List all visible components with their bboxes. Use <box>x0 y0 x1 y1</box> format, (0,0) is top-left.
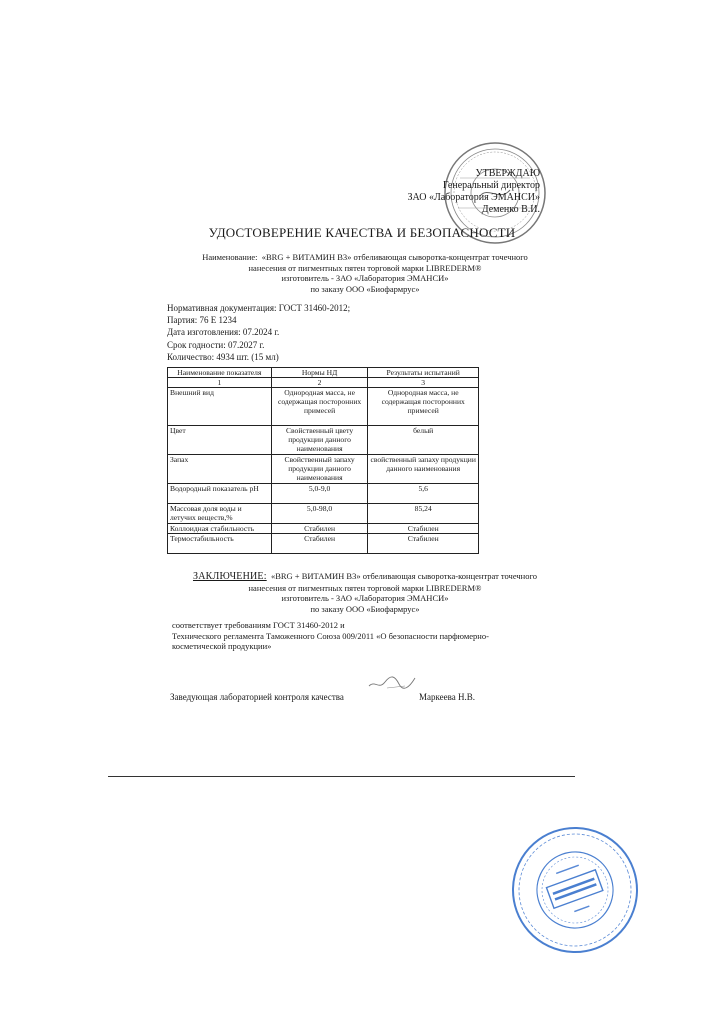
table-row <box>168 534 479 554</box>
table-row <box>168 388 479 426</box>
norm-value: Свойственный цвету продукции данного наименования <box>271 426 368 455</box>
signatory-role: Заведующая лабораторией контроля качества <box>170 692 344 702</box>
indicator-name: Термостабильность <box>168 534 272 554</box>
indicator-name: Массовая доля воды и летучих веществ,% <box>168 504 272 524</box>
result-value: Стабилен <box>368 524 479 534</box>
param-normative: Нормативная документация: ГОСТ 31460-2012; <box>167 303 351 313</box>
param-batch: Партия: 76 Е 1234 <box>167 315 237 326</box>
table-row <box>168 484 479 504</box>
table-header: Результаты испытаний <box>368 368 479 378</box>
table-row <box>168 455 479 484</box>
indicator-name: Водородный показатель pH <box>168 484 272 504</box>
conclusion-line3: изготовитель - ЗАО «Лаборатория ЭМАНСИ» <box>281 593 449 603</box>
product-naming <box>150 252 580 294</box>
norm-value: Однородная масса, не содержащая посторонних примесей <box>271 388 368 426</box>
approval-line2: Генеральный директор <box>442 180 540 191</box>
product-line3: изготовитель - ЗАО «Лаборатория ЭМАНСИ» <box>281 273 449 283</box>
test-results-table <box>167 367 479 554</box>
table-header: Наименование показателя <box>168 368 272 378</box>
product-line4: по заказу ООО «Биофармрус» <box>310 283 420 294</box>
norm-value: Свойственный запаху продукции данного наименования <box>271 455 368 484</box>
result-value: Однородная масса, не содержащая посторонних примесей <box>368 388 479 426</box>
table-header: Нормы НД <box>271 368 368 378</box>
indicator-name: Цвет <box>168 426 272 455</box>
table-header-row <box>168 368 479 378</box>
norm-value: Стабилен <box>271 524 368 534</box>
table-row <box>168 426 479 455</box>
conclusion-block <box>150 571 580 614</box>
column-number: 1 <box>168 378 272 388</box>
conclusion-line4: по заказу ООО «Биофармрус» <box>310 603 420 614</box>
batch-parameters <box>167 302 350 363</box>
conclusion-label: ЗАКЛЮЧЕНИЕ: <box>192 571 267 582</box>
document-title: УДОСТОВЕРЕНИЕ КАЧЕСТВА И БЕЗОПАСНОСТИ <box>208 225 516 240</box>
compliance-statement <box>172 620 552 652</box>
compliance-line2: Технического регламента Таможенного Союза 009/2011 «О безопасности парфюмерно- <box>172 630 489 641</box>
result-value: 5,6 <box>368 484 479 504</box>
conclusion-line1: «BRG + ВИТАМИН В3» отбеливающая сыворотка-концентрат точечного <box>270 571 537 581</box>
param-quantity: Количество: 4934 шт. (15 мл) <box>167 351 279 362</box>
approval-block <box>380 168 540 216</box>
signature-scribble-icon <box>365 670 425 694</box>
approval-line4: Деменко В.И. <box>481 204 540 215</box>
result-value: Стабилен <box>368 534 479 554</box>
product-line1: «BRG + ВИТАМИН В3» отбеливающая сыворотка-концентрат точечного <box>261 252 528 262</box>
param-manufacture-date: Дата изготовления: 07.2024 г. <box>167 327 280 338</box>
horizontal-divider <box>108 776 575 777</box>
indicator-name: Внешний вид <box>168 388 272 426</box>
approval-line3: ЗАО «Лаборатория ЭМАНСИ» <box>407 192 540 203</box>
norm-value: Стабилен <box>271 534 368 554</box>
result-value: свойственный запаху продукции данного наименования <box>368 455 479 484</box>
indicator-name: Коллоидная стабильность <box>168 524 272 534</box>
param-expiry: Срок годности: 07.2027 г. <box>167 339 265 350</box>
table-row <box>168 504 479 524</box>
norm-value: 5,0-9,0 <box>271 484 368 504</box>
signatory-name: Маркеева Н.В. <box>419 692 476 702</box>
result-value: белый <box>368 426 479 455</box>
table-number-row <box>168 378 479 388</box>
column-number: 3 <box>368 378 479 388</box>
compliance-line3: косметической продукции» <box>172 641 272 651</box>
result-value: 85,24 <box>368 504 479 524</box>
blue-round-stamp-icon <box>505 820 645 960</box>
table-row <box>168 524 479 534</box>
compliance-line1: соответствует требованиям ГОСТ 31460-2012 и <box>172 620 345 630</box>
product-line2: нанесения от пигментных пятен торговой марки LIBREDERM® <box>248 262 482 273</box>
product-label: Наименование: <box>202 252 258 262</box>
indicator-name: Запах <box>168 455 272 484</box>
norm-value: 5,0-98,0 <box>271 504 368 524</box>
conclusion-line2: нанесения от пигментных пятен торговой марки LIBREDERM® <box>248 582 482 593</box>
column-number: 2 <box>271 378 368 388</box>
approval-line1: УТВЕРЖДАЮ <box>475 168 540 179</box>
